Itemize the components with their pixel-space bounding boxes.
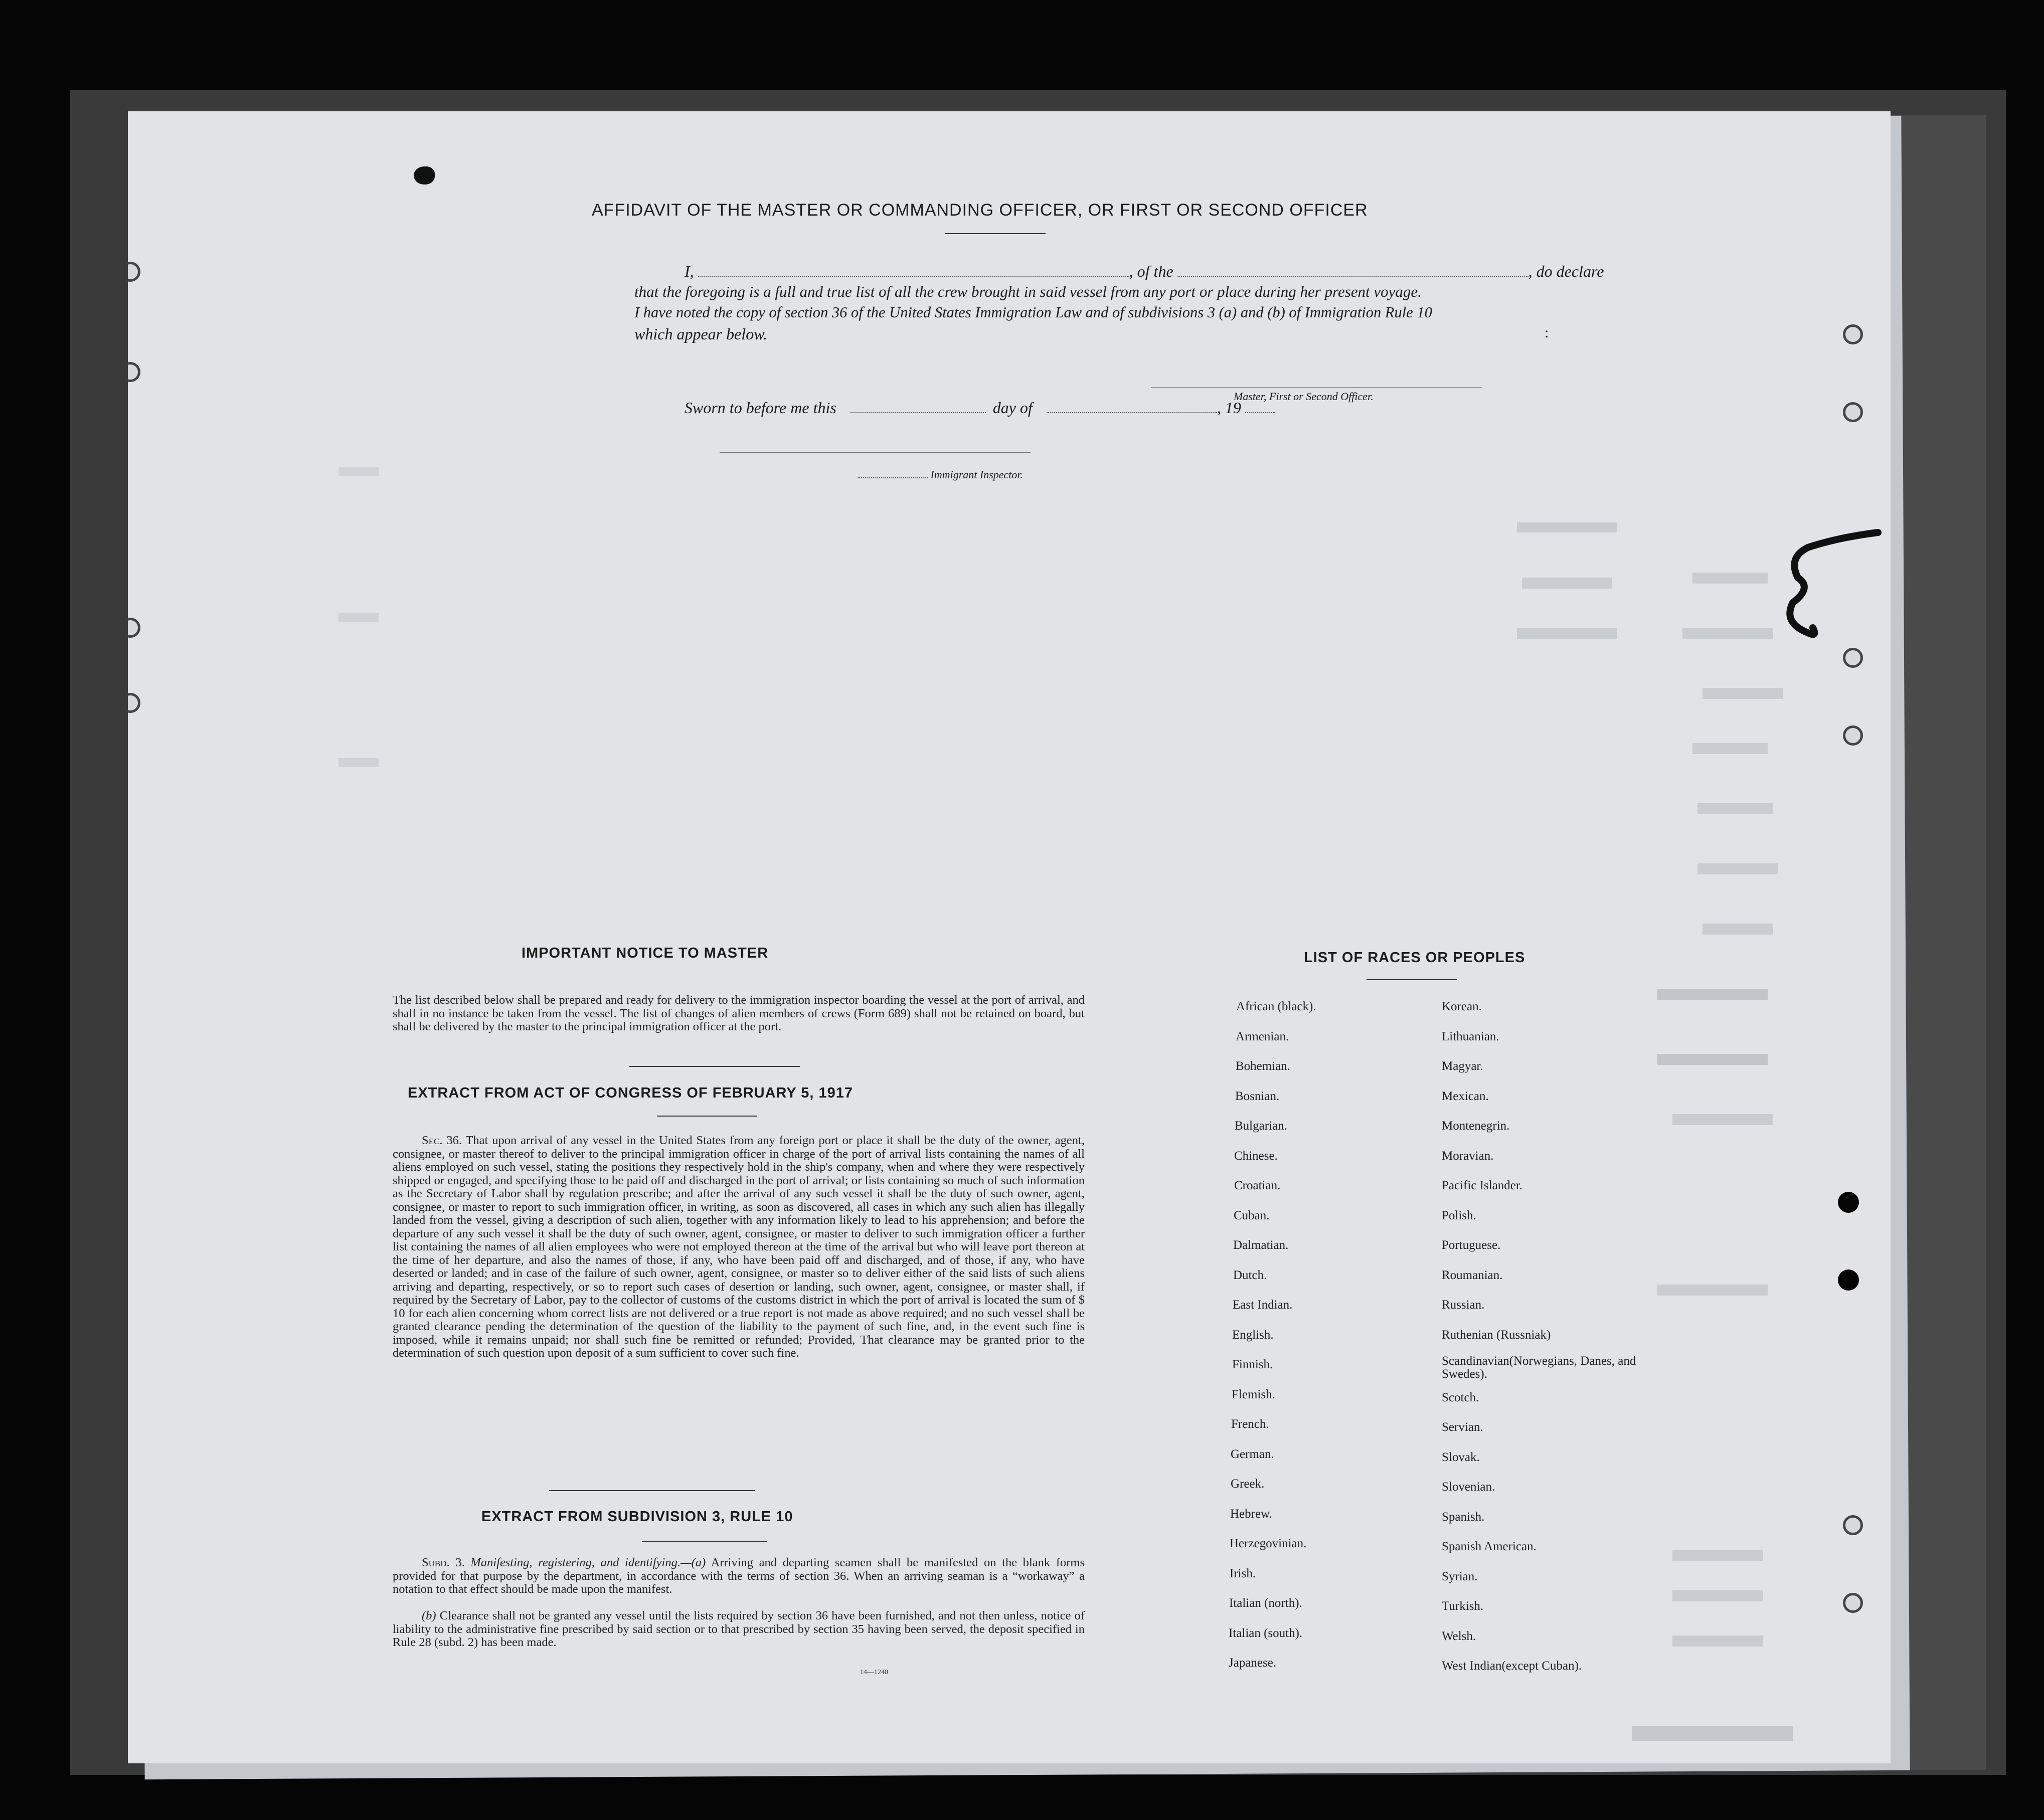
subd-a-text: Arriving and departing seamen shall be manifested on the blank forms provided for that purpose by the department, in accordance with the terms of section 36. When an arriving seaman is a “workaway” a notation to that effect should be made upon the manifest. (393, 1556, 1085, 1596)
race-item: Welsh. (1442, 1629, 1476, 1643)
punch-hole (1843, 648, 1863, 668)
race-item: Dalmatian. (1233, 1238, 1289, 1252)
race-item: Montenegrin. (1442, 1119, 1510, 1133)
stray-mark: : (1545, 324, 1549, 341)
sworn-day-field[interactable] (850, 398, 986, 413)
subd-heading: Manifesting, registering, and identifying.—(a) (470, 1556, 706, 1569)
notice-title: IMPORTANT NOTICE TO MASTER (522, 945, 769, 961)
race-item: Armenian. (1236, 1030, 1289, 1043)
master-signature-line[interactable] (1151, 387, 1482, 388)
rule-extract-text-b (393, 1609, 1085, 1650)
race-item: Slovenian. (1442, 1480, 1495, 1494)
of-the-text: , of the (1129, 262, 1173, 280)
form-number: 14—1240 (860, 1669, 888, 1676)
race-item: Croatian. (1234, 1179, 1281, 1192)
race-item: Ruthenian (Russniak) (1442, 1328, 1551, 1342)
race-item: Greek. (1231, 1477, 1265, 1491)
race-item: West Indian(except Cuban). (1442, 1659, 1582, 1673)
race-item: Spanish American. (1442, 1540, 1537, 1553)
race-item: Syrian. (1442, 1570, 1478, 1583)
punch-hole (128, 693, 140, 713)
name-field[interactable] (698, 262, 1129, 277)
affidavit-i: I, (685, 262, 694, 280)
affidavit-line-2: that the foregoing is a full and true list of all the crew brought in said vessel from any port or place during her present voyage. (634, 283, 1422, 300)
ink-spot (414, 166, 435, 185)
race-item: Cuban. (1234, 1209, 1270, 1222)
race-item: Moravian. (1442, 1149, 1494, 1163)
race-item: African (black). (1236, 1000, 1316, 1013)
punch-dot (1838, 1269, 1859, 1291)
sworn-line (685, 398, 1657, 417)
affidavit-title-rule (945, 233, 1046, 234)
race-item: Pacific Islander. (1442, 1179, 1523, 1192)
sworn-year-field[interactable] (1245, 398, 1275, 413)
races-title-rule (1367, 979, 1457, 980)
race-item: Magyar. (1442, 1059, 1483, 1073)
sworn-text: Sworn to before me this (685, 399, 836, 417)
punch-hole (128, 362, 140, 382)
race-item: Servian. (1442, 1420, 1483, 1434)
year-prefix: , 19 (1217, 399, 1241, 417)
punch-hole (1843, 402, 1863, 422)
punch-dot (1838, 1192, 1859, 1213)
vessel-field[interactable] (1177, 262, 1528, 277)
rule-extract-title: EXTRACT FROM SUBDIVISION 3, RULE 10 (481, 1509, 793, 1525)
manifest-page (128, 111, 1891, 1763)
race-item: Bulgarian. (1235, 1119, 1287, 1133)
affidavit-line-4: which appear below. (634, 325, 768, 343)
punch-hole (1843, 1515, 1863, 1535)
rule-extract-rule (642, 1541, 767, 1542)
race-item: Lithuanian. (1442, 1030, 1499, 1043)
subd-label: Subd. 3. (422, 1556, 465, 1569)
inspector-signature-line[interactable] (720, 452, 1031, 453)
act-end-rule (549, 1490, 755, 1491)
race-item: English. (1232, 1328, 1274, 1342)
section-label: Sec. 36. (422, 1134, 462, 1147)
day-of-text: day of (992, 399, 1033, 417)
race-item: Chinese. (1234, 1149, 1278, 1163)
race-item: French. (1231, 1417, 1269, 1431)
race-item: Spanish. (1442, 1510, 1485, 1524)
race-item: Hebrew. (1230, 1507, 1272, 1521)
notice-text: The list described below shall be prepared and ready for delivery to the immigration inspector boarding the vessel at the port of arrival, and shall in no instance be taken from the vessel. The list of changes of alien members of crews (Form 689) shall not be retained on board, but shall be delivered by the master to the principal immigration officer at the port. (393, 993, 1085, 1033)
act-extract-title: EXTRACT FROM ACT OF CONGRESS OF FEBRUARY 5, 1917 (408, 1085, 854, 1101)
punch-hole (1843, 725, 1863, 746)
race-item: Finnish. (1232, 1358, 1273, 1371)
race-item: Polish. (1442, 1209, 1476, 1222)
race-item: Russian. (1442, 1298, 1485, 1312)
race-item: Korean. (1442, 1000, 1482, 1013)
rule-extract-text-a (393, 1556, 1085, 1596)
race-item: Mexican. (1442, 1089, 1489, 1103)
race-item: Flemish. (1232, 1388, 1275, 1401)
affidavit-line-3: I have noted the copy of section 36 of the United States Immigration Law and of subdivisions 3 (a) and (b) of Immigration Rule 10 (634, 304, 1432, 321)
subd-b-text: Clearance shall not be granted any vessel until the lists required by section 36 have been furnished, and not then unless, notice of liability to the administrative fine prescribed by said section or to that prescribed by section 35 having been served, the deposit specified in Rule 28 (subd. 2) has been made. (393, 1609, 1085, 1649)
race-item: Italian (north). (1229, 1596, 1302, 1610)
race-item: Scandinavian(Norwegians, Danes, and Swedes). (1442, 1354, 1636, 1381)
sworn-month-field[interactable] (1047, 398, 1217, 413)
affidavit-line-1 (634, 262, 1607, 281)
race-item: Italian (south). (1229, 1626, 1303, 1640)
pencil-mark (1778, 527, 1888, 643)
punch-hole (128, 618, 140, 638)
notice-rule (629, 1066, 800, 1067)
act-extract-text (393, 1134, 1085, 1360)
race-item: Dutch. (1233, 1268, 1267, 1282)
race-item: Bosnian. (1235, 1089, 1280, 1103)
race-item: Bohemian. (1236, 1059, 1291, 1073)
race-item: Herzegovinian. (1230, 1537, 1307, 1550)
race-item: Slovak. (1442, 1450, 1480, 1464)
act-extract-rule (657, 1116, 757, 1117)
punch-hole (128, 262, 140, 282)
master-signature-label: Master, First or Second Officer. (1234, 390, 1374, 403)
races-title: LIST OF RACES OR PEOPLES (1304, 950, 1525, 966)
race-item: East Indian. (1233, 1298, 1293, 1312)
inspector-label: Immigrant Inspector. (858, 468, 1023, 481)
race-item: Scotch. (1442, 1391, 1479, 1404)
race-item: Portuguese. (1442, 1238, 1501, 1252)
punch-hole (1843, 1593, 1863, 1613)
section-36-text: That upon arrival of any vessel in the United States from any foreign port or place it shall be the duty of the owner, agent, consignee, or master thereof to deliver to the principal immigration officer in charge of the port of arrival lists containing the names of all aliens employed on such vessel, stating the positions they respectively hold in the ship's company, when and where they were respectively shipped or engaged, and specifying those to be paid off and discharged in the port of arrival; or lists containing so much of such information as the Secretary of Labor shall by regulation prescribe; and after the arrival of any such vessel it shall be the duty of such owner, agent, consignee, or master to report to such immigration officer, in writing, as soon as discovered, all cases in which any such alien has illegally landed from the vessel, giving a description of such alien, together with any information likely to lead to his apprehension; and before the departure of any such vessel it shall be the duty of such owner, agent, consignee, or master to deliver to such immigration officer a further list containing the names of all alien employees who were not employed thereon at the time of the arrival but who will leave port thereon at the time of her departure, and also the names of those, if any, who have been paid off and discharged, and of those, if any, who have deserted or landed; and in case of the failure of such owner, agent, consignee, or master so to deliver either of the said lists of such aliens arriving and departing, respectively, or so to report such cases of desertion or landing, such owner, agent, consignee, or master shall, if required by the Secretary of Labor, pay to the collector of customs of the customs district in which the port of arrival is located the sum of $ 10 for each alien concerning whom correct lists are not delivered or a true report is not made as above required; and no such vessel shall be granted clearance pending the determination of the question of the liability to the payment of such fine, and, in the event such fine is imposed, while it remains unpaid; nor shall such fine be remitted or refunded; Provided, That clearance may be granted prior to the determination of such question upon deposit of a sum sufficient to cover such fine. (393, 1134, 1085, 1360)
subd-b-label: (b) (422, 1609, 436, 1622)
race-item: Roumanian. (1442, 1268, 1503, 1282)
affidavit-title: AFFIDAVIT OF THE MASTER OR COMMANDING OFFICER, OR FIRST OR SECOND OFFICER (592, 201, 1368, 220)
do-declare-text: , do declare (1528, 262, 1604, 280)
punch-hole (1843, 324, 1863, 344)
race-item: Japanese. (1229, 1656, 1277, 1670)
race-item: Turkish. (1442, 1599, 1484, 1613)
race-item: German. (1231, 1447, 1274, 1461)
race-item: Irish. (1230, 1567, 1256, 1580)
